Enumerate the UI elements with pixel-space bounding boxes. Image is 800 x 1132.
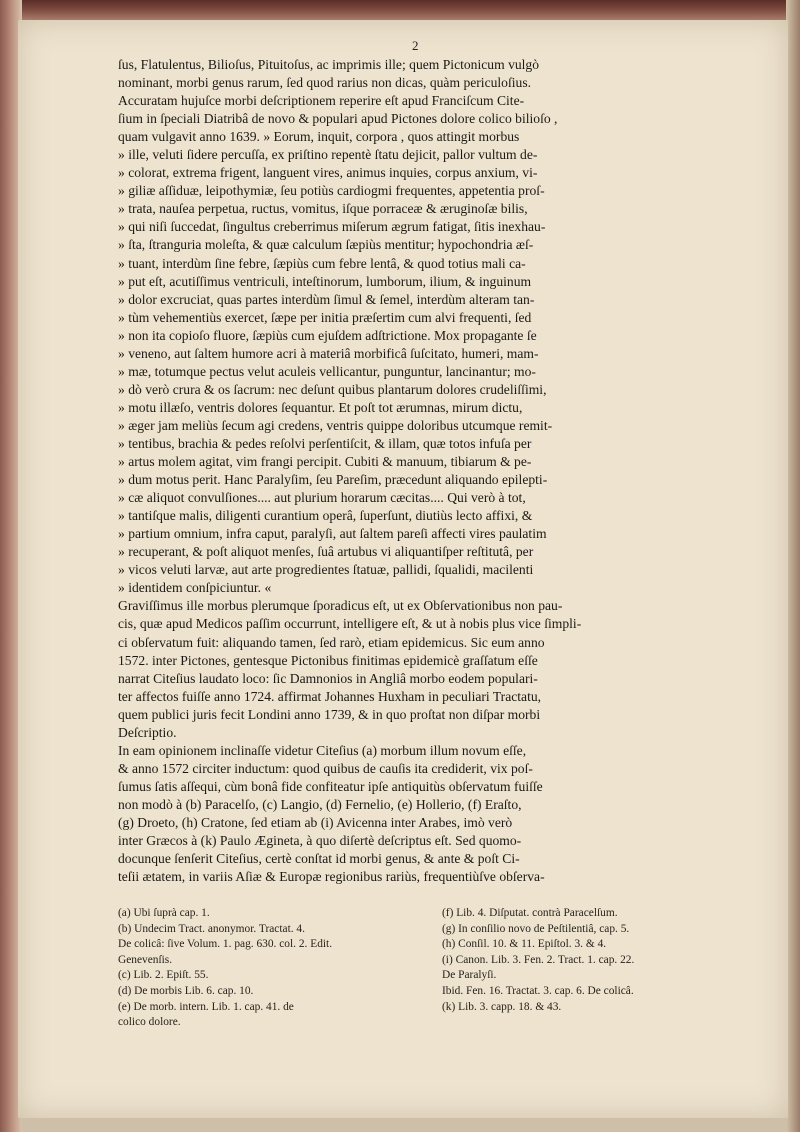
text-line: ter affectos fuiſſe anno 1724. affirmat Johannes Huxham in peculiari Tractatu,	[118, 688, 542, 704]
text-line: » motu illæſo, ventris dolores ſequantur. Et poſt tot ærumnas, mirum dictu,	[118, 399, 523, 415]
text-line: ſus, Flatulentus, Bilioſus, Pituitoſus, ac imprimis ille; quem Pictonicum vulgò	[118, 57, 540, 72]
footnote-line: (a) Ubi ſuprà cap. 1.	[118, 907, 210, 919]
footnote-line: (f) Lib. 4. Diſputat. contrà Paracelſum.	[442, 907, 618, 919]
text-line: quem publici juris fecit Londini anno 1739, & in quo proſtat non diſpar morbi	[118, 706, 541, 722]
text-line: cis, quæ apud Medicos paſſim occurrunt, intelligere eſt, & ut à nobis plus vice ſimpli-	[118, 616, 582, 632]
text-line: inter Græcos à (k) Paulo Ægineta, à quo diſertè deſcriptus eſt. Sed quomo-	[118, 833, 522, 849]
text-line: » dolor excruciat, quas partes interdùm ſimul & ſemel, interdùm alteram tan-	[118, 291, 535, 307]
text-line: » put eſt, acutiſſimus ventriculi, inteſtinorum, lumborum, ilium, & inguinum	[118, 273, 532, 289]
text-line: » non ita copioſo fluore, ſæpiùs cum ejuſdem adſtrictione. Mox propagante ſe	[118, 327, 537, 343]
text-line: ſium in ſpeciali Diatribâ de novo & populari apud Pictones dolore colico bilioſo ,	[118, 111, 558, 127]
text-line: & anno 1572 circiter inductum: quod quibus de cauſis ita crediderit, vix poſ-	[118, 760, 533, 776]
footnote-line: De colicâ: ſive Volum. 1. pag. 630. col. 2. Edit.	[118, 938, 333, 951]
footnote-line: (k) Lib. 3. capp. 18. & 43.	[442, 1000, 562, 1013]
text-line: » æger jam meliùs ſecum agi credens, ventris quippe doloribus utcumque remit-	[118, 417, 553, 433]
footnote-line: De Paralyſi.	[442, 969, 497, 982]
footnote-line: (c) Lib. 2. Epiſt. 55.	[118, 969, 209, 982]
footnote-line: Ibid. Fen. 16. Tractat. 3. cap. 6. De colicâ.	[442, 984, 634, 997]
text-line: Deſcriptio.	[118, 724, 177, 740]
footnote-line: (g) In conſilio novo de Peſtilentiâ, cap. 5.	[442, 922, 630, 935]
text-line: ci obſervatum fuit: aliquando tamen, ſed rarò, etiam epidemicus. Sic eum anno	[118, 634, 545, 650]
text-line: » qui niſi ſuccedat, ſingultus creberrimus miſerum ægrum fatigat, ſitis inexhau-	[118, 219, 546, 235]
text-line: non modò à (b) Paracelſo, (c) Langio, (d) Fernelio, (e) Hollerio, (f) Eraſto,	[118, 796, 522, 812]
text-line: » tentibus, brachia & pedes reſolvi perſentiſcit, & illam, quæ totos infuſa per	[118, 435, 532, 451]
text-line: » partium omnium, infra caput, paralyſi, aut ſaltem pareſi affecti vires paulatim	[118, 526, 547, 542]
text-line: » trata, nauſea perpetua, ructus, vomitus, iſque porraceæ & æruginoſæ bilis,	[118, 201, 528, 217]
footnote-line: colico dolore.	[118, 1016, 181, 1029]
text-line: » dum motus perit. Hanc Paralyſim, ſeu Pareſim, præcedunt aliquando epilepti-	[118, 472, 548, 488]
footnote-line: (h) Conſil. 10. & 11. Epiſtol. 3. & 4.	[442, 938, 607, 951]
footnotes-left-column	[118, 906, 434, 1031]
text-line: » colorat, extrema frigent, languent vires, animus inquies, corpus anxium, vi-	[118, 165, 538, 181]
text-line: » veneno, aut ſaltem humore acri à materiâ morbificâ ſuſcitato, humeri, mam-	[118, 345, 539, 361]
text-line: Graviſſimus ille morbus plerumque ſporadicus eſt, ut ex Obſervationibus non pau-	[118, 598, 563, 614]
text-line: » ille, veluti ſidere percuſſa, ex priſtino repentè ſtatu dejicit, pallor vultum de-	[118, 147, 538, 163]
main-text	[118, 56, 718, 886]
text-line: » mæ, totumque pectus velut aculeis vellicantur, punguntur, lancinantur; mo-	[118, 363, 536, 379]
text-line: » giliæ aſſiduæ, leipothymiæ, ſeu potiùs cardiogmi frequentes, appetentia proſ-	[118, 183, 545, 199]
text-line: » cæ aliquot convulſiones.... aut plurium horarum cæcitas.... Qui verò à tot,	[118, 490, 526, 506]
footnote-line: (b) Undecim Tract. anonymor. Tractat. 4.	[118, 922, 305, 935]
footnotes-right-column	[442, 906, 742, 1015]
text-line: » tuant, interdùm ſine febre, ſæpiùs cum febre lentâ, & quod totius mali ca-	[118, 255, 526, 271]
text-line: teſii ætatem, in variis Aſiæ & Europæ regionibus rariùs, frequentiùſve obſerva-	[118, 869, 545, 885]
text-line: quam vulgavit anno 1639. » Eorum, inquit, corpora , quos attingit morbus	[118, 129, 520, 145]
text-line: Accuratam hujuſce morbi deſcriptionem reperire eſt apud Franciſcum Cite-	[118, 93, 525, 109]
text-line: » ſta, ſtranguria moleſta, & quæ calculum ſæpiùs mentitur; hypochondria æſ-	[118, 237, 534, 253]
text-line: In eam opinionem inclinaſſe videtur Citeſius (a) morbum illum novum eſſe,	[118, 742, 527, 758]
text-line: » tantiſque malis, diligenti curantium operâ, ſuperſunt, diutiùs lecto affixi, &	[118, 508, 533, 524]
text-line: » tùm vehementiùs exercet, ſæpe per initia præſertim cum alvi frequenti, ſed	[118, 309, 532, 325]
book-page-right-edge	[786, 0, 800, 1132]
text-line: 1572. inter Pictones, gentesque Pictonibus finitimas epidemicè graſſatum eſſe	[118, 652, 538, 668]
text-line: (g) Droeto, (h) Cratone, ſed etiam ab (i) Avicenna inter Arabes, imò verò	[118, 814, 513, 830]
footnote-line: (e) De morb. intern. Lib. 1. cap. 41. de	[118, 1000, 294, 1013]
text-line: docunque ſenſerit Citeſius, certè conſtat id morbi genus, & ante & poſt Ci-	[118, 851, 520, 867]
page-number: 2	[412, 38, 419, 53]
footnote-line: Genevenſis.	[118, 953, 173, 966]
text-line: » artus molem agitat, vim frangi percipit. Cubiti & manuum, tibiarum & pe-	[118, 454, 532, 470]
text-line: » identidem conſpiciuntur. «	[118, 580, 272, 596]
text-line: nominant, morbi genus rarum, ſed quod rarius non dicas, quàm periculoſius.	[118, 75, 532, 91]
text-line: » recuperant, & poſt aliquot menſes, ſuâ artubus vi aliquantiſper reſtitutâ, per	[118, 544, 534, 560]
text-line: » vicos veluti larvæ, aut arte progredientes ſtatuæ, pallidi, ſqualidi, macilenti	[118, 562, 534, 578]
footnote-line: (i) Canon. Lib. 3. Fen. 2. Tract. 1. cap. 22.	[442, 953, 635, 966]
text-line: narrat Citeſius laudato loco: ſic Damnonios in Angliâ morbo eodem populari-	[118, 670, 538, 686]
text-line: » dò verò crura & os ſacrum: nec deſunt quibus plantarum dolores crudeliſſimi,	[118, 381, 547, 397]
text-line: ſumus ſatis aſſequi, cùm bonâ fide confiteatur ipſe antiquitùs obſervatum fuiſſe	[118, 778, 543, 794]
footnote-line: (d) De morbis Lib. 6. cap. 10.	[118, 984, 254, 997]
